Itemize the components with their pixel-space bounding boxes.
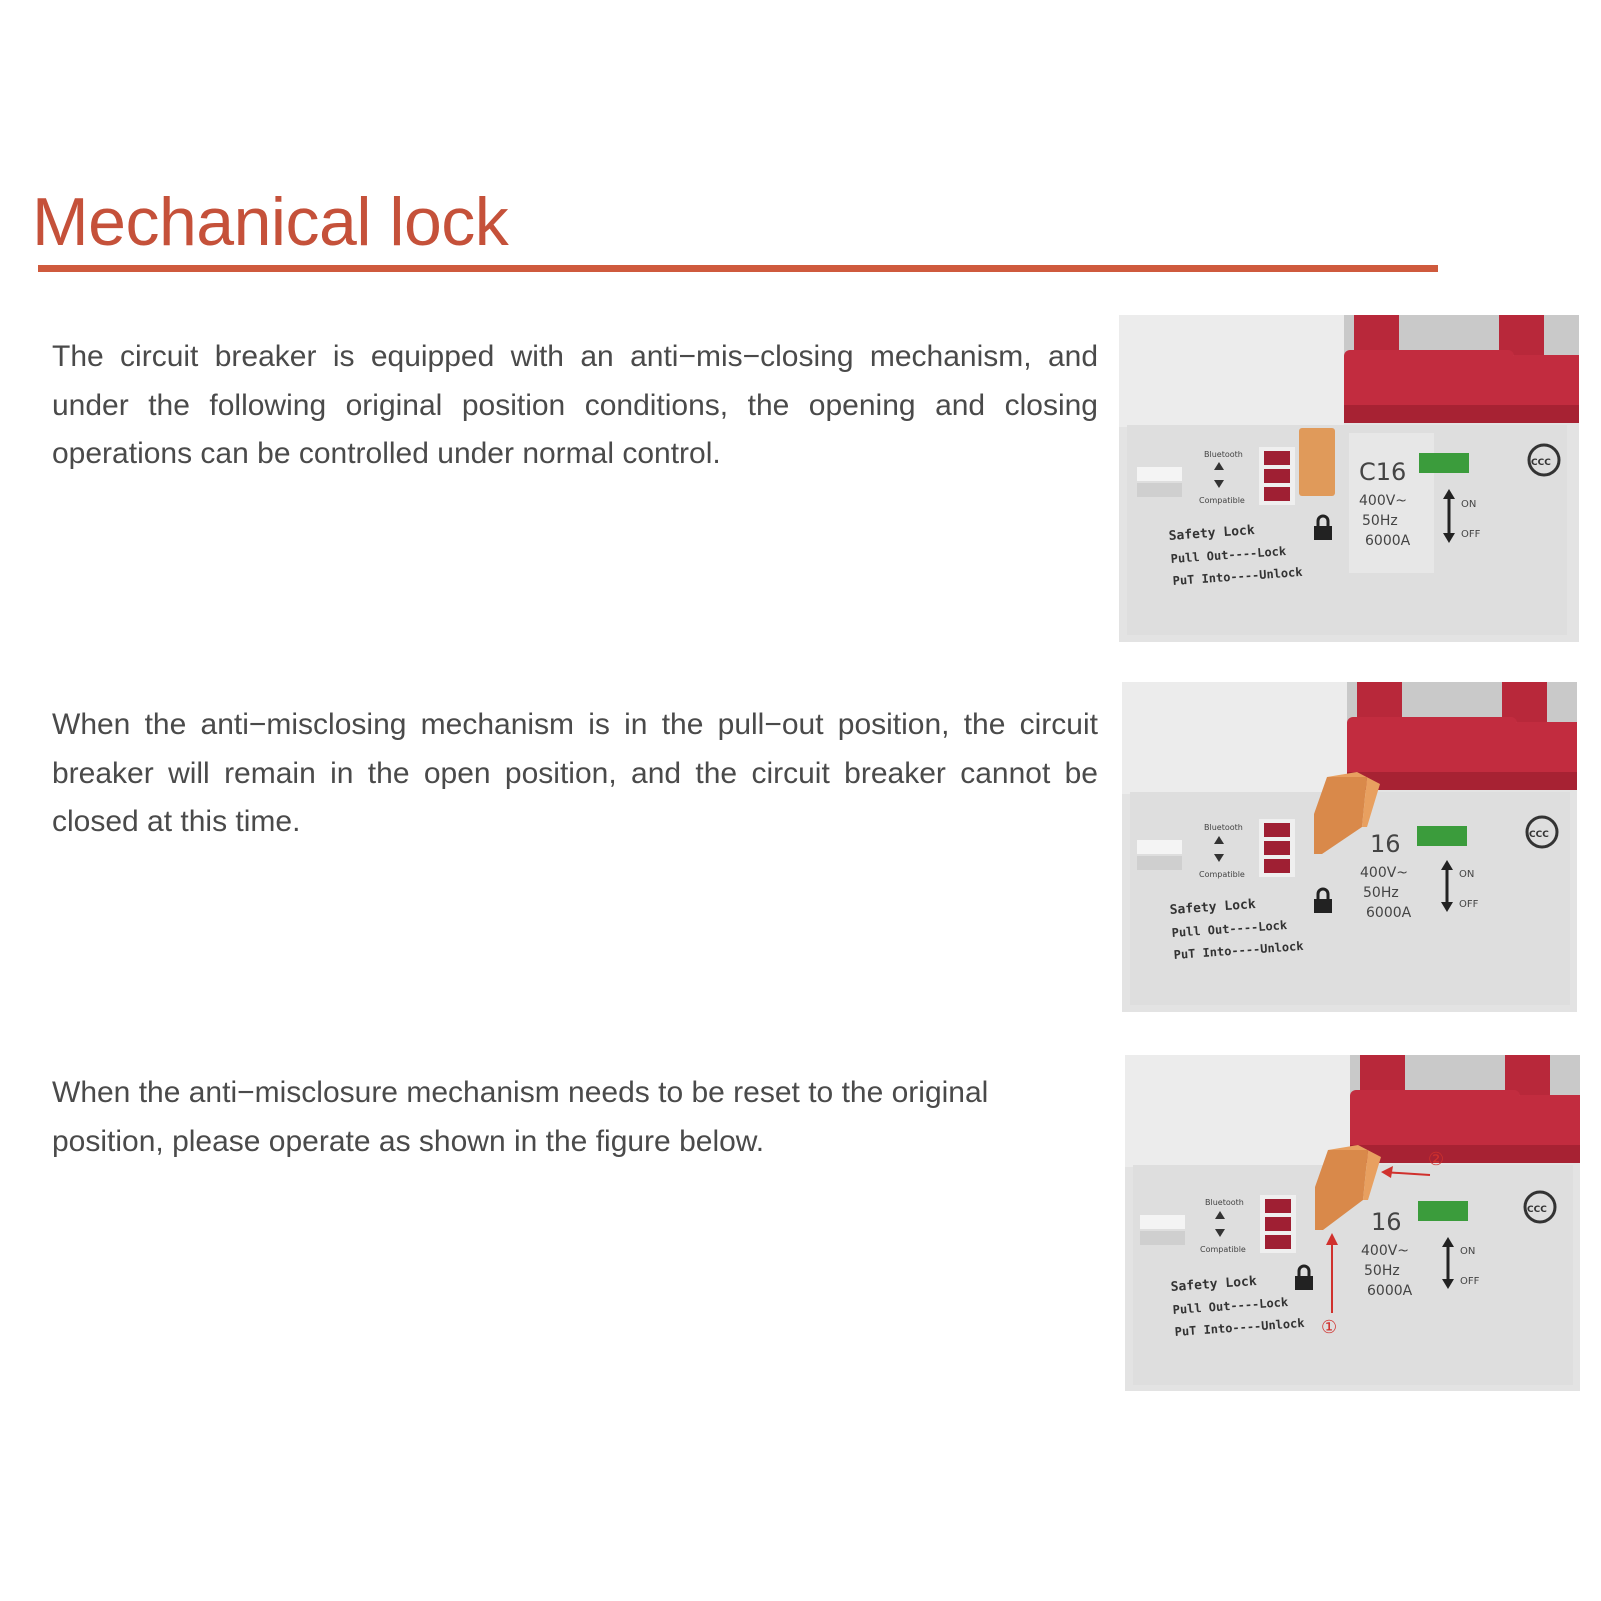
svg-text:CCC: CCC [1531,458,1551,468]
svg-text:CCC: CCC [1527,1205,1547,1215]
svg-text:400V~: 400V~ [1360,865,1409,881]
breaker-photo-original [1119,315,1579,642]
svg-text:50Hz: 50Hz [1364,1263,1400,1279]
svg-text:6000A: 6000A [1367,1283,1413,1299]
compatible-label: Compatible [1199,496,1245,505]
breaking-capacity-label: 6000A [1365,533,1411,549]
breaker-photo-reset [1125,1055,1580,1391]
safety-lock-label: Safety Lock [1168,523,1256,544]
svg-text:Safety Lock: Safety Lock [1169,897,1257,918]
svg-text:400V~: 400V~ [1361,1243,1410,1259]
breaker-photo-pull-out [1122,682,1577,1012]
on-label: ON [1461,499,1477,510]
put-into-label: PuT Into----Unlock [1172,564,1303,588]
off-label: OFF [1461,529,1481,540]
svg-text:ON: ON [1459,869,1475,880]
status-window [1419,453,1469,473]
svg-text:6000A: 6000A [1366,905,1412,921]
svg-text:Bluetooth: Bluetooth [1204,823,1243,832]
svg-text:Compatible: Compatible [1200,1245,1246,1254]
svg-text:OFF: OFF [1460,1276,1480,1287]
svg-text:CCC: CCC [1529,830,1549,840]
step-2-marker: ② [1428,1149,1445,1170]
rating-label: C16 [1359,458,1407,486]
bluetooth-label: Bluetooth [1204,450,1243,459]
svg-text:50Hz: 50Hz [1363,885,1399,901]
step-1-marker: ① [1321,1317,1338,1338]
svg-text:Pull Out----Lock: Pull Out----Lock [1172,1294,1289,1317]
svg-text:16: 16 [1371,1208,1402,1236]
svg-text:ON: ON [1460,1246,1476,1257]
paragraph-original-position: The circuit breaker is equipped with an anti−mis−closing mechanism, and under the following original position conditions, the opening and closing operations can be controlled under normal control. [52,340,1098,470]
paragraph-pull-out-position: When the anti−misclosing mechanism is in the pull−out position, the circuit breaker will remain in the open position, and the circuit breaker cannot be closed at this time. [52,708,1098,838]
svg-text:PuT Into----Unlock: PuT Into----Unlock [1173,938,1304,962]
voltage-label: 400V~ [1359,493,1408,509]
page-title: Mechanical lock [32,184,509,260]
title-underline [38,265,1438,272]
svg-text:Compatible: Compatible [1199,870,1245,879]
paragraph-reset-instruction: When the anti−misclosure mechanism needs to be reset to the original position, please operate as shown in the figure below. [52,1076,989,1158]
svg-text:OFF: OFF [1459,899,1479,910]
svg-text:Bluetooth: Bluetooth [1205,1198,1244,1207]
pull-out-label: Pull Out----Lock [1170,543,1287,566]
frequency-label: 50Hz [1362,513,1398,529]
svg-text:16: 16 [1370,830,1401,858]
svg-text:Safety Lock: Safety Lock [1170,1274,1258,1295]
anti-misclosing-slider [1299,428,1335,496]
svg-text:Pull Out----Lock: Pull Out----Lock [1171,917,1288,940]
svg-text:PuT Into----Unlock: PuT Into----Unlock [1174,1315,1305,1339]
